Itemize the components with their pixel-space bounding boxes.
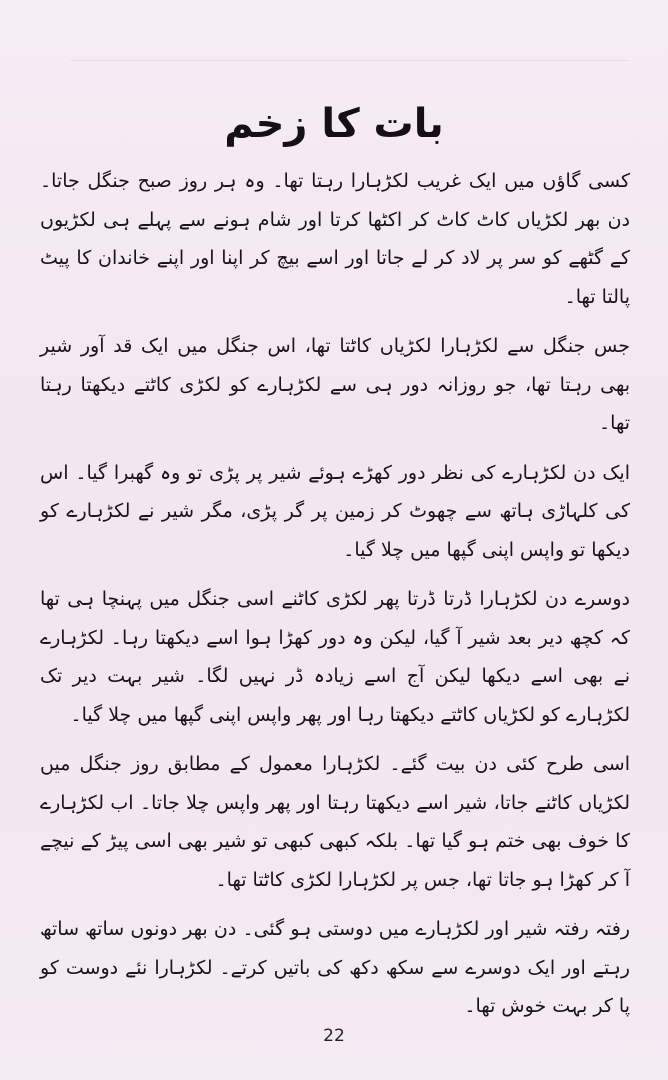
paragraph: ایک دن لکڑہارے کی نظر دور کھڑے ہوئے شیر پر پڑی تو وہ گھبرا گیا۔ اس کی کلہاڑی ہاتھ سے چھوٹ کر زمین پر گر پڑی، مگر شیر نے لکڑہارے کو دیکھا تو واپس اپنی گپھا میں چلا گیا۔ — [40, 461, 630, 561]
paragraph: اسی طرح کئی دن بیت گئے۔ لکڑہارا معمول کے مطابق روز جنگل میں لکڑیاں کاٹنے جاتا، شیر اسے دیکھتا رہتا اور پھر واپس چلا جاتا۔ اب لکڑہارے کا خوف بھی ختم ہو گیا تھا۔ بلکہ کبھی کبھی تو شیر بھی اسی پیڑ کے نیچے آ کر کھڑا ہو جاتا تھا، جس پر لکڑہارا لکڑی کاٹتا تھا۔ — [40, 753, 630, 891]
faint-bleed-through — [70, 60, 630, 89]
page-number: 22 — [323, 1026, 345, 1046]
paragraph: جس جنگل سے لکڑہارا لکڑیاں کاٹتا تھا، اس جنگل میں ایک قد آور شیر بھی رہتا تھا، جو روزانہ دور ہی سے لکڑہارے کو لکڑی کاٹتے دیکھتا رہتا تھا۔ — [40, 335, 630, 434]
paragraph: رفتہ رفتہ شیر اور لکڑہارے میں دوستی ہو گئی۔ دن بھر دونوں ساتھ ساتھ رہتے اور ایک دوسرے سے سکھ دکھ کی باتیں کرتے۔ لکڑہارا نئے دوست کو پا کر بہت خوش تھا۔ — [40, 918, 630, 1017]
story-body — [40, 162, 630, 1037]
paragraph: کسی گاؤں میں ایک غریب لکڑہارا رہتا تھا۔ وہ ہر روز صبح جنگل جاتا۔ دن بھر لکڑیاں کاٹ کاٹ کر اکٹھا کرتا اور شام ہونے سے پہلے ہی لکڑیوں کے گٹھے کو سر پر لاد کر لے جاتا اور اسے بیچ کر اپنا اور اپنے خاندان کا پیٹ پالتا تھا۔ — [40, 170, 630, 308]
paragraph: دوسرے دن لکڑہارا ڈرتا ڈرتا پھر لکڑی کاٹنے اسی جنگل میں پہنچا ہی تھا کہ کچھ دیر بعد شیر آ گیا، لیکن وہ دور کھڑا ہوا اسے دیکھتا رہا۔ لکڑہارے نے بھی اسے دیکھا لیکن آج اسے زیادہ ڈر نہیں لگا۔ شیر بہت دیر تک لکڑہارے کو لکڑیاں کاٹتے دیکھتا رہا اور پھر واپس اپنی گپھا میں چلا گیا۔ — [40, 588, 630, 726]
story-title: بات کا زخم — [224, 101, 444, 147]
